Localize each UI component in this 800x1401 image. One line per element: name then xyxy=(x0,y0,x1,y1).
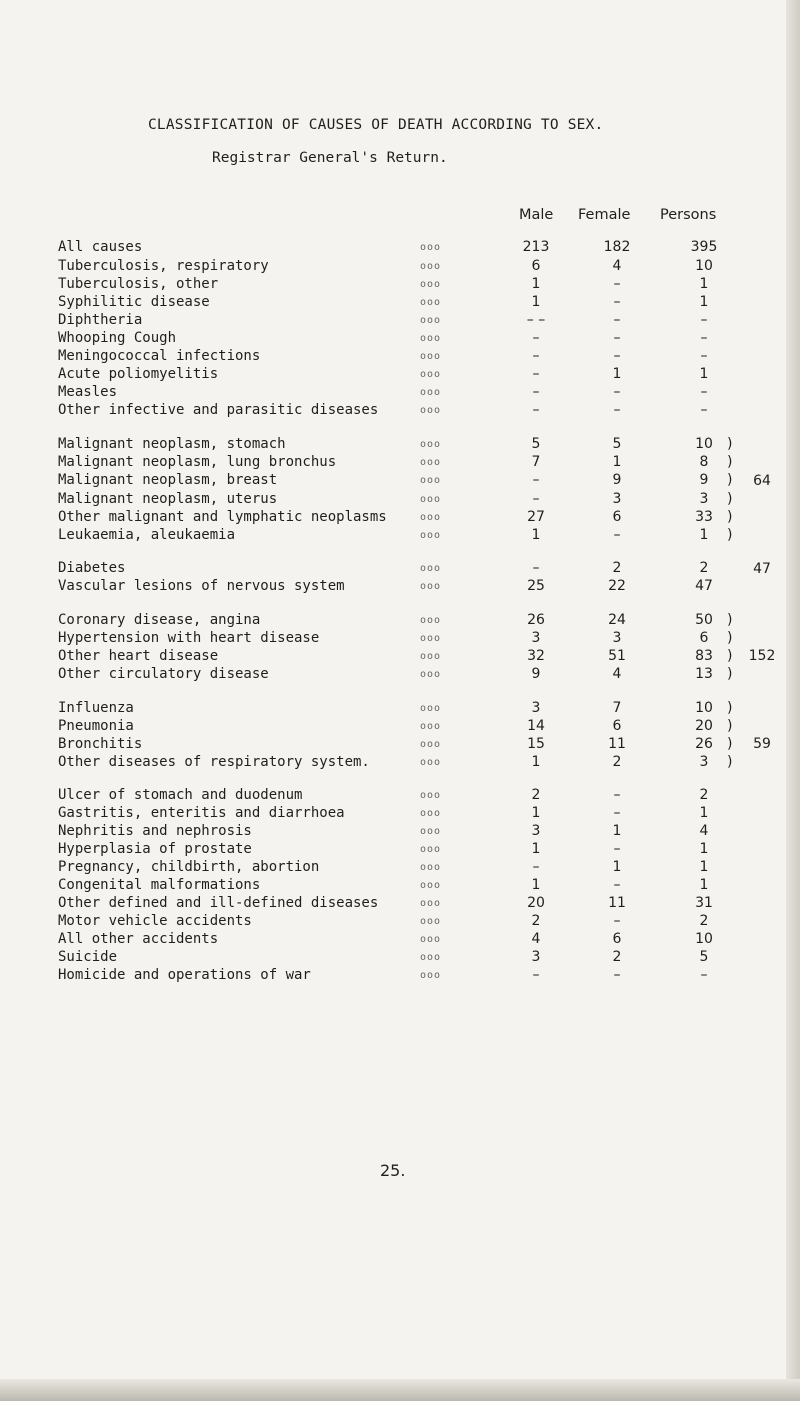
leader-dots: ooo xyxy=(420,808,442,819)
leader-dots: ooo xyxy=(420,970,442,981)
group-bracket: ) xyxy=(727,509,733,525)
cause-label: Syphilitic disease xyxy=(58,294,210,310)
male-count: 9 xyxy=(531,666,541,682)
male-count: 2 xyxy=(531,913,541,929)
female-count: 11 xyxy=(608,736,626,752)
page-subtitle: Registrar General's Return. xyxy=(212,150,448,166)
group-total-vascular: 47 xyxy=(753,561,771,577)
table-row xyxy=(0,736,800,756)
cause-label: Other heart disease xyxy=(58,648,219,664)
persons-count: 13 xyxy=(695,666,713,682)
female-count: – xyxy=(613,294,621,310)
persons-count: 1 xyxy=(699,877,709,893)
male-count: 15 xyxy=(527,736,545,752)
male-count: 1 xyxy=(531,877,541,893)
table-row xyxy=(0,612,800,632)
group-bracket: ) xyxy=(727,718,733,734)
table-row xyxy=(0,841,800,861)
group-bracket: ) xyxy=(727,612,733,628)
male-count: – xyxy=(532,967,540,983)
female-count: 1 xyxy=(612,859,622,875)
leader-dots: ooo xyxy=(420,739,442,750)
cause-label: Diphtheria xyxy=(58,312,143,328)
male-count: – xyxy=(532,348,540,364)
table-row xyxy=(0,578,800,598)
table-row xyxy=(0,527,800,547)
leader-dots: ooo xyxy=(420,439,442,450)
cause-label: Tuberculosis, respiratory xyxy=(58,258,269,274)
leader-dots: ooo xyxy=(420,581,442,592)
male-count: 4 xyxy=(531,931,541,947)
column-header-persons: Persons xyxy=(660,207,717,223)
cause-label: Malignant neoplasm, breast xyxy=(58,472,278,488)
female-count: – xyxy=(613,877,621,893)
leader-dots: ooo xyxy=(420,934,442,945)
table-row xyxy=(0,648,800,668)
female-count: 6 xyxy=(612,509,622,525)
table-row xyxy=(0,348,800,368)
male-count: 27 xyxy=(527,509,545,525)
leader-dots: ooo xyxy=(420,651,442,662)
persons-count: 1 xyxy=(699,859,709,875)
male-count: – – xyxy=(526,312,546,328)
female-count: 6 xyxy=(612,931,622,947)
male-count: 26 xyxy=(527,612,545,628)
table-row xyxy=(0,276,800,296)
leader-dots: ooo xyxy=(420,844,442,855)
persons-count: – xyxy=(700,330,708,346)
cause-label: Homicide and operations of war xyxy=(58,967,311,983)
cause-label: Pregnancy, childbirth, abortion xyxy=(58,859,320,875)
male-count: 5 xyxy=(531,436,541,452)
table-row xyxy=(0,330,800,350)
table-row xyxy=(0,754,800,774)
cause-label: Malignant neoplasm, stomach xyxy=(58,436,286,452)
persons-count: 20 xyxy=(695,718,713,734)
persons-count: 5 xyxy=(699,949,709,965)
persons-count: 1 xyxy=(699,276,709,292)
leader-dots: ooo xyxy=(420,669,442,680)
cause-label: Ulcer of stomach and duodenum xyxy=(58,787,303,803)
cause-label: Meningococcal infections xyxy=(58,348,261,364)
persons-count: 2 xyxy=(699,787,709,803)
persons-count: 8 xyxy=(699,454,709,470)
cause-label: Coronary disease, angina xyxy=(58,612,261,628)
persons-count: 33 xyxy=(695,509,713,525)
table-row xyxy=(0,823,800,843)
cause-label: Other malignant and lymphatic neoplasms xyxy=(58,509,387,525)
leader-dots: ooo xyxy=(420,757,442,768)
leader-dots: ooo xyxy=(420,703,442,714)
table-row xyxy=(0,436,800,456)
persons-count: 6 xyxy=(699,630,709,646)
cause-label: Hypertension with heart disease xyxy=(58,630,320,646)
cause-label: Bronchitis xyxy=(58,736,143,752)
male-count: – xyxy=(532,366,540,382)
group-bracket: ) xyxy=(727,754,733,770)
female-count: 6 xyxy=(612,718,622,734)
persons-count: 10 xyxy=(695,436,713,452)
female-count: 51 xyxy=(608,648,626,664)
leader-dots: ooo xyxy=(420,916,442,927)
leader-dots: ooo xyxy=(420,369,442,380)
female-count: – xyxy=(613,787,621,803)
group-bracket: ) xyxy=(727,666,733,682)
female-count: 5 xyxy=(612,436,622,452)
table-row xyxy=(0,700,800,720)
table-row xyxy=(0,239,800,259)
group-bracket: ) xyxy=(727,630,733,646)
male-count: 1 xyxy=(531,527,541,543)
cause-label: All other accidents xyxy=(58,931,219,947)
leader-dots: ooo xyxy=(420,333,442,344)
female-count: 1 xyxy=(612,823,622,839)
female-count: 11 xyxy=(608,895,626,911)
leader-dots: ooo xyxy=(420,790,442,801)
table-row xyxy=(0,294,800,314)
leader-dots: ooo xyxy=(420,457,442,468)
male-count: – xyxy=(532,491,540,507)
leader-dots: ooo xyxy=(420,721,442,732)
table-row xyxy=(0,509,800,529)
male-count: – xyxy=(532,560,540,576)
table-row xyxy=(0,366,800,386)
male-count: 1 xyxy=(531,294,541,310)
cause-label: Gastritis, enteritis and diarrhoea xyxy=(58,805,345,821)
leader-dots: ooo xyxy=(420,880,442,891)
leader-dots: ooo xyxy=(420,633,442,644)
column-header-male: Male xyxy=(519,207,554,223)
male-count: 1 xyxy=(531,841,541,857)
group-bracket: ) xyxy=(727,527,733,543)
leader-dots: ooo xyxy=(420,475,442,486)
cause-label: Influenza xyxy=(58,700,134,716)
female-count: 3 xyxy=(612,630,622,646)
table-row xyxy=(0,384,800,404)
persons-count: 1 xyxy=(699,294,709,310)
leader-dots: ooo xyxy=(420,826,442,837)
leader-dots: ooo xyxy=(420,494,442,505)
cause-label: Tuberculosis, other xyxy=(58,276,219,292)
table-row xyxy=(0,630,800,650)
female-count: 4 xyxy=(612,258,622,274)
cause-label: Pneumonia xyxy=(58,718,134,734)
group-bracket: ) xyxy=(727,472,733,488)
table-row xyxy=(0,913,800,933)
female-count: – xyxy=(613,913,621,929)
male-count: 3 xyxy=(531,949,541,965)
persons-count: 47 xyxy=(695,578,713,594)
cause-label: Other diseases of respiratory system. xyxy=(58,754,370,770)
leader-dots: ooo xyxy=(420,242,442,253)
male-count: 3 xyxy=(531,700,541,716)
group-bracket: ) xyxy=(727,648,733,664)
leader-dots: ooo xyxy=(420,512,442,523)
female-count: 2 xyxy=(612,560,622,576)
cause-label: Malignant neoplasm, lung bronchus xyxy=(58,454,337,470)
table-row xyxy=(0,491,800,511)
male-count: – xyxy=(532,384,540,400)
female-count: 24 xyxy=(608,612,626,628)
male-count: 20 xyxy=(527,895,545,911)
cause-label: Acute poliomyelitis xyxy=(58,366,219,382)
female-count: 2 xyxy=(612,949,622,965)
persons-count: 1 xyxy=(699,366,709,382)
persons-count: 1 xyxy=(699,841,709,857)
male-count: – xyxy=(532,472,540,488)
table-row xyxy=(0,560,800,580)
female-count: 3 xyxy=(612,491,622,507)
male-count: – xyxy=(532,330,540,346)
persons-count: 50 xyxy=(695,612,713,628)
persons-count: 10 xyxy=(695,258,713,274)
table-row xyxy=(0,454,800,474)
female-count: – xyxy=(613,402,621,418)
cause-label: Motor vehicle accidents xyxy=(58,913,252,929)
persons-count: 2 xyxy=(699,560,709,576)
persons-count: 1 xyxy=(699,527,709,543)
female-count: 4 xyxy=(612,666,622,682)
leader-dots: ooo xyxy=(420,530,442,541)
male-count: 213 xyxy=(522,239,550,255)
group-total-respiratory: 59 xyxy=(753,736,771,752)
cause-label: Suicide xyxy=(58,949,118,965)
table-row xyxy=(0,666,800,686)
leader-dots: ooo xyxy=(420,862,442,873)
table-row xyxy=(0,805,800,825)
cause-label: Congenital malformations xyxy=(58,877,261,893)
persons-count: 395 xyxy=(690,239,718,255)
table-row xyxy=(0,895,800,915)
persons-count: 83 xyxy=(695,648,713,664)
male-count: – xyxy=(532,402,540,418)
male-count: 32 xyxy=(527,648,545,664)
group-bracket: ) xyxy=(727,700,733,716)
persons-count: – xyxy=(700,384,708,400)
female-count: 22 xyxy=(608,578,626,594)
table-row xyxy=(0,787,800,807)
male-count: 6 xyxy=(531,258,541,274)
table-row xyxy=(0,402,800,422)
male-count: 1 xyxy=(531,805,541,821)
persons-count: 3 xyxy=(699,754,709,770)
table-row xyxy=(0,312,800,332)
page-number: 25. xyxy=(380,1161,406,1180)
female-count: – xyxy=(613,348,621,364)
table-row xyxy=(0,931,800,951)
male-count: 3 xyxy=(531,630,541,646)
female-count: 1 xyxy=(612,454,622,470)
persons-count: 1 xyxy=(699,805,709,821)
cause-label: Leukaemia, aleukaemia xyxy=(58,527,236,543)
male-count: 3 xyxy=(531,823,541,839)
cause-label: Malignant neoplasm, uterus xyxy=(58,491,278,507)
leader-dots: ooo xyxy=(420,387,442,398)
male-count: 25 xyxy=(527,578,545,594)
persons-count: 2 xyxy=(699,913,709,929)
leader-dots: ooo xyxy=(420,351,442,362)
persons-count: 10 xyxy=(695,700,713,716)
table-row xyxy=(0,718,800,738)
leader-dots: ooo xyxy=(420,297,442,308)
table-row xyxy=(0,859,800,879)
persons-count: 4 xyxy=(699,823,709,839)
persons-count: 9 xyxy=(699,472,709,488)
female-count: – xyxy=(613,527,621,543)
table-row xyxy=(0,472,800,492)
female-count: 2 xyxy=(612,754,622,770)
leader-dots: ooo xyxy=(420,315,442,326)
group-bracket: ) xyxy=(727,736,733,752)
cause-label: Other circulatory disease xyxy=(58,666,269,682)
cause-label: Whooping Cough xyxy=(58,330,177,346)
leader-dots: ooo xyxy=(420,405,442,416)
female-count: 182 xyxy=(603,239,631,255)
leader-dots: ooo xyxy=(420,898,442,909)
group-bracket: ) xyxy=(727,436,733,452)
cause-label: Diabetes xyxy=(58,560,126,576)
cause-label: Vascular lesions of nervous system xyxy=(58,578,345,594)
column-header-female: Female xyxy=(578,207,631,223)
male-count: 14 xyxy=(527,718,545,734)
leader-dots: ooo xyxy=(420,952,442,963)
male-count: 1 xyxy=(531,276,541,292)
table-row xyxy=(0,967,800,987)
persons-count: – xyxy=(700,967,708,983)
leader-dots: ooo xyxy=(420,563,442,574)
female-count: 7 xyxy=(612,700,622,716)
group-total-neoplasms: 64 xyxy=(753,473,771,489)
male-count: 7 xyxy=(531,454,541,470)
female-count: – xyxy=(613,384,621,400)
female-count: – xyxy=(613,276,621,292)
group-bracket: ) xyxy=(727,491,733,507)
cause-label: Other defined and ill-defined diseases xyxy=(58,895,379,911)
persons-count: – xyxy=(700,402,708,418)
cause-label: Other infective and parasitic diseases xyxy=(58,402,379,418)
female-count: – xyxy=(613,312,621,328)
table-row xyxy=(0,949,800,969)
persons-count: 31 xyxy=(695,895,713,911)
female-count: 1 xyxy=(612,366,622,382)
female-count: – xyxy=(613,841,621,857)
leader-dots: ooo xyxy=(420,261,442,272)
leader-dots: ooo xyxy=(420,615,442,626)
cause-label: Measles xyxy=(58,384,118,400)
female-count: – xyxy=(613,805,621,821)
cause-label: Hyperplasia of prostate xyxy=(58,841,252,857)
group-total-circulatory: 152 xyxy=(748,648,776,664)
male-count: – xyxy=(532,859,540,875)
persons-count: – xyxy=(700,348,708,364)
female-count: – xyxy=(613,330,621,346)
table-row xyxy=(0,877,800,897)
cause-label: All causes xyxy=(58,239,143,255)
leader-dots: ooo xyxy=(420,279,442,290)
persons-count: 10 xyxy=(695,931,713,947)
cause-label: Nephritis and nephrosis xyxy=(58,823,252,839)
persons-count: 26 xyxy=(695,736,713,752)
table-row xyxy=(0,258,800,278)
male-count: 1 xyxy=(531,754,541,770)
female-count: – xyxy=(613,967,621,983)
persons-count: – xyxy=(700,312,708,328)
female-count: 9 xyxy=(612,472,622,488)
page-title: CLASSIFICATION OF CAUSES OF DEATH ACCORDING TO SEX. xyxy=(148,117,604,133)
group-bracket: ) xyxy=(727,454,733,470)
persons-count: 3 xyxy=(699,491,709,507)
male-count: 2 xyxy=(531,787,541,803)
